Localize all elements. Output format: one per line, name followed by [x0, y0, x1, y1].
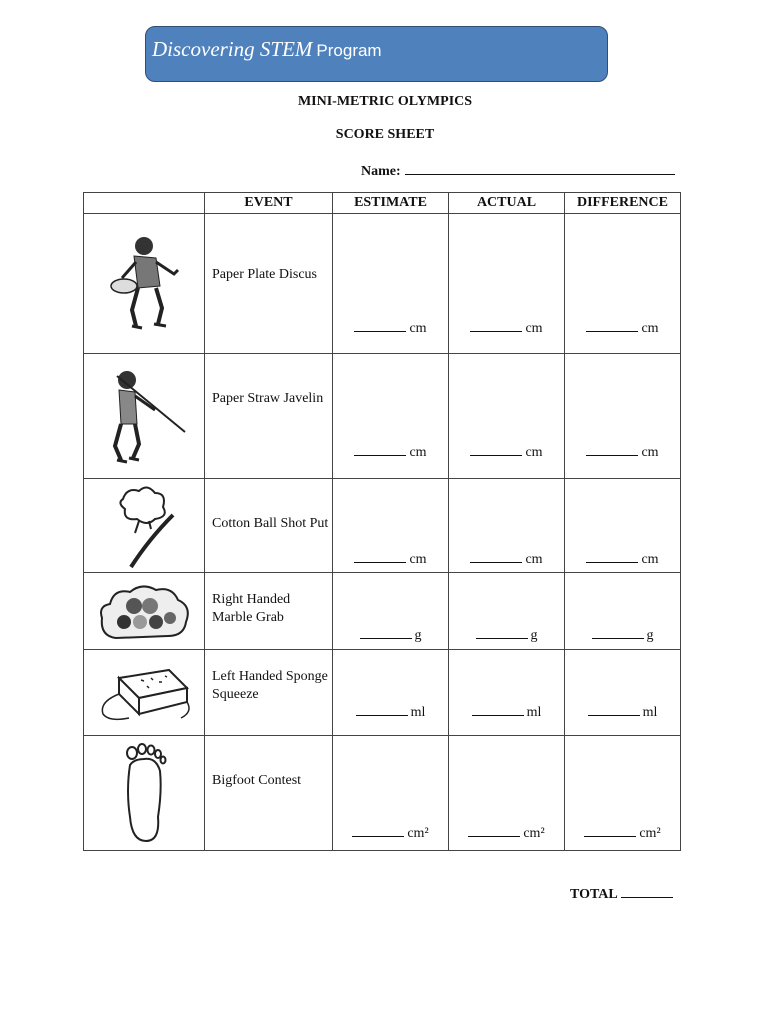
answer-blank[interactable]	[586, 320, 638, 332]
picture-header	[84, 193, 205, 214]
event-picture	[84, 214, 205, 354]
event-picture	[84, 479, 205, 573]
answer-blank[interactable]	[354, 444, 406, 456]
unit-label: cm	[409, 321, 427, 336]
unit-label: cm	[525, 552, 543, 567]
banner-title	[152, 37, 382, 62]
table-row	[84, 736, 681, 851]
discus-thrower-icon	[104, 234, 184, 334]
event-picture	[84, 650, 205, 736]
unit-label: cm	[409, 552, 427, 567]
difference-header: DIFFERENCE	[565, 193, 681, 214]
unit-label: cm	[641, 445, 659, 460]
table-row	[84, 479, 681, 573]
javelin-thrower-icon	[99, 366, 189, 466]
estimate-cell[interactable]	[333, 214, 449, 354]
name-field[interactable]	[361, 162, 675, 180]
table-row	[84, 214, 681, 354]
name-line[interactable]	[405, 162, 675, 175]
banner-title-text: Discovering STEM	[152, 37, 313, 61]
event-cell	[205, 214, 333, 354]
actual-header: ACTUAL	[449, 193, 565, 214]
answer-blank[interactable]	[476, 627, 528, 639]
unit-label: g	[530, 628, 538, 643]
event-cell	[205, 573, 333, 650]
answer-blank[interactable]	[354, 320, 406, 332]
difference-cell[interactable]	[565, 650, 681, 736]
difference-cell[interactable]	[565, 354, 681, 479]
estimate-cell[interactable]	[333, 354, 449, 479]
program-banner	[145, 26, 608, 82]
event-name: Left Handed Sponge Squeeze	[212, 669, 328, 702]
table-row	[84, 573, 681, 650]
answer-blank[interactable]	[470, 551, 522, 563]
sheet-title: MINI-METRIC OLYMPICS	[297, 94, 473, 109]
unit-label: ml	[410, 705, 426, 720]
total-label: TOTAL	[570, 887, 618, 902]
estimate-header: ESTIMATE	[333, 193, 449, 214]
difference-cell[interactable]	[565, 479, 681, 573]
total-field[interactable]	[570, 886, 673, 903]
table-row	[84, 354, 681, 479]
name-label: Name:	[361, 164, 401, 179]
event-header: EVENT	[205, 193, 333, 214]
total-line[interactable]	[621, 886, 673, 898]
answer-blank[interactable]	[472, 704, 524, 716]
estimate-cell[interactable]	[333, 573, 449, 650]
event-cell	[205, 354, 333, 479]
answer-blank[interactable]	[470, 320, 522, 332]
estimate-cell[interactable]	[333, 736, 449, 851]
unit-label: cm	[525, 321, 543, 336]
answer-blank[interactable]	[584, 825, 636, 837]
marbles-hand-icon	[94, 578, 194, 644]
footprint-icon	[114, 741, 174, 845]
event-picture	[84, 736, 205, 851]
banner-program-text: Program	[316, 41, 382, 60]
actual-cell[interactable]	[449, 354, 565, 479]
event-cell	[205, 479, 333, 573]
event-picture	[84, 354, 205, 479]
unit-label: cm	[409, 445, 427, 460]
event-name: Right Handed Marble Grab	[212, 592, 291, 625]
difference-cell[interactable]	[565, 214, 681, 354]
unit-label: cm	[525, 445, 543, 460]
answer-blank[interactable]	[470, 444, 522, 456]
answer-blank[interactable]	[592, 627, 644, 639]
answer-blank[interactable]	[468, 825, 520, 837]
score-table	[83, 192, 681, 851]
cotton-ball-icon	[109, 481, 179, 571]
answer-blank[interactable]	[352, 825, 404, 837]
difference-cell[interactable]	[565, 736, 681, 851]
actual-cell[interactable]	[449, 573, 565, 650]
table-header-row	[84, 193, 681, 214]
unit-label: cm	[641, 552, 659, 567]
sheet-subtitle: SCORE SHEET	[335, 127, 435, 142]
answer-blank[interactable]	[360, 627, 412, 639]
unit-label: ml	[642, 705, 658, 720]
estimate-cell[interactable]	[333, 479, 449, 573]
unit-label: ml	[526, 705, 542, 720]
actual-cell[interactable]	[449, 479, 565, 573]
unit-label: cm²	[639, 826, 661, 841]
event-name: Paper Straw Javelin	[212, 391, 324, 406]
answer-blank[interactable]	[354, 551, 406, 563]
event-picture	[84, 573, 205, 650]
answer-blank[interactable]	[588, 704, 640, 716]
event-name: Bigfoot Contest	[212, 773, 302, 788]
sponge-icon	[89, 658, 199, 728]
unit-label: g	[646, 628, 654, 643]
unit-label: cm²	[523, 826, 545, 841]
actual-cell[interactable]	[449, 736, 565, 851]
difference-cell[interactable]	[565, 573, 681, 650]
actual-cell[interactable]	[449, 214, 565, 354]
answer-blank[interactable]	[586, 444, 638, 456]
unit-label: cm	[641, 321, 659, 336]
unit-label: cm²	[407, 826, 429, 841]
event-cell	[205, 650, 333, 736]
estimate-cell[interactable]	[333, 650, 449, 736]
event-cell	[205, 736, 333, 851]
actual-cell[interactable]	[449, 650, 565, 736]
answer-blank[interactable]	[356, 704, 408, 716]
table-row	[84, 650, 681, 736]
unit-label: g	[414, 628, 422, 643]
answer-blank[interactable]	[586, 551, 638, 563]
event-name: Cotton Ball Shot Put	[212, 516, 329, 531]
event-name: Paper Plate Discus	[212, 267, 317, 282]
